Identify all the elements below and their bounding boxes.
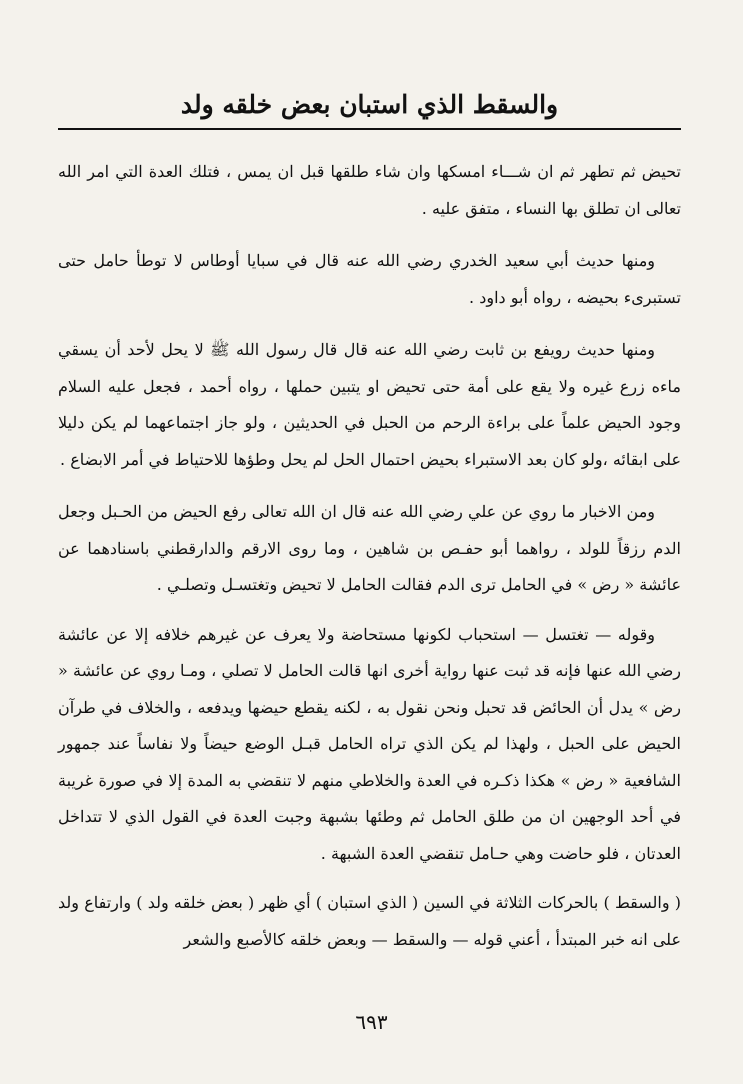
paragraph-6: ( والسقط ) بالحركات الثلاثة في السين ( الذي استبان ) أي ظهر ( بعض خلقه ولد ) وارتفاع ولد على انه خبر المبتدأ ، أعني قوله — والسقط — وبعض خلقه كالأصبع والشعر	[58, 893, 681, 949]
paragraph-1: تحيض ثم تطهر ثم ان شـــاء امسكها وان شاء طلقها قبل ان يمس ، فتلك العدة التي امر الله تعالى ان تطلق بها النساء ، متفق عليه .	[58, 162, 682, 218]
paragraph-3: ومنها حديث رويفع بن ثابت رضي الله عنه قال قال رسول الله ﷺ لا يحل لأحد أن يسقي ماءه زرع غيره ولا يقع على أمة حتى تحيض او يتبين حملها ، رواه أحمد ، فجعل عليه السلام وجود الحيض علماً على براءة الرحم من الحبل في الحديثين ، ولو جاز اجتماعهما لم يكن دليلا على ابقائه ،ولو كان بعد الاستبراء بحيض احتمال الحل لم يحل وطؤها للاحتياط في أمر الابضاع .	[58, 340, 681, 469]
page-number: ٦٩٣	[355, 1010, 388, 1034]
header-divider	[58, 128, 681, 130]
page-title: والسقط الذي استبان بعض خلقه ولد	[180, 90, 559, 119]
paragraph-4: ومن الاخبار ما روي عن علي رضي الله عنه قال ان الله تعالى رفع الحيض من الحـبل وجعل الدم رزقاً للولد ، رواهما أبو حفـص بن شاهين ، وما روى الارقم والدارقطني باسنادهما عن عائشة « رض » في الحامل ترى الدم فقالت الحامل لا تحيض وتغتسـل وتصلـي .	[58, 502, 681, 594]
paragraph-2: ومنها حديث أبي سعيد الخدري رضي الله عنه قال في سبايا أوطاس لا توطأ حامل حتى تستبرىء بحيضه ، رواه أبو داود .	[58, 251, 681, 307]
body-text	[58, 154, 681, 958]
paragraph-5: وقوله — تغتسل — استحباب لكونها مستحاضة ولا يعرف عن غيرهم خلافه إلا عن عائشة رضي الله عنها فإنه قد ثبت عنها رواية أخرى انها قالت الحامل لا تصلي ، ومـا روي عن عائشة « رض » يدل أن الحائض قد تحبل ونحن نقول به ، لكنه يقطع حيضها ويدفعه ، والخلاف في طرآن الحيض على الحبل ، ولهذا لم يكن الذي تراه الحامل قبـل الوضع حيضاً ولا نفاساً عند جمهور الشافعية « رض » هكذا ذكـره في العدة والخلاطي منهم لا تنقضي به المدة إلا في صورة غريبة في أحد الوجهين ان من طلق الحامل ثم وطئها بشبهة وجبت العدة في القول الذي لا تتداخل العدتان ، فلو حاضت وهي حـامل تنقضي العدة الشبهة .	[58, 624, 682, 863]
